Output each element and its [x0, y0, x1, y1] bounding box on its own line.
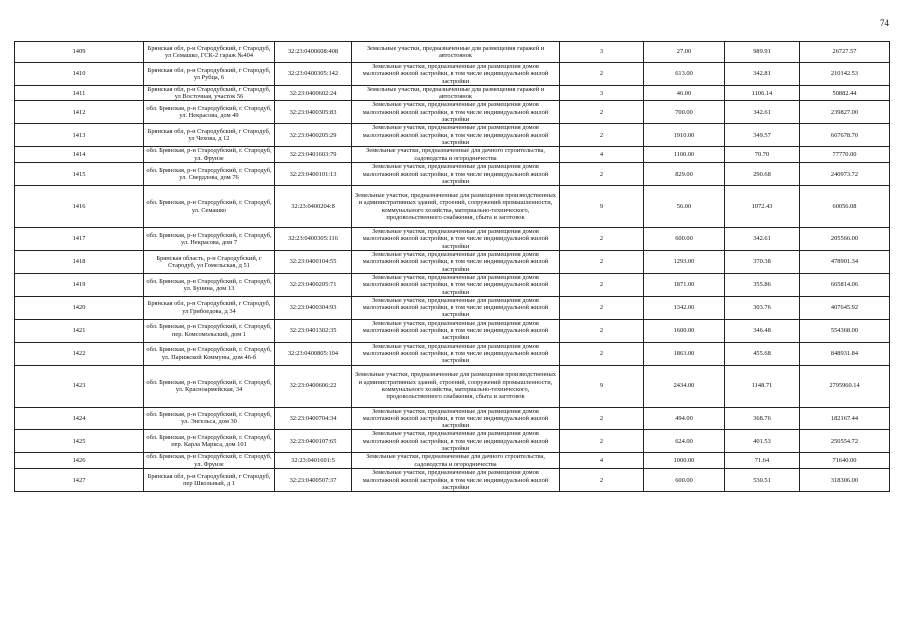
group-cell: 2	[560, 407, 644, 430]
specific-value-cell: 71.64	[725, 453, 800, 469]
land-use-cell: Земельные участки, предназначенные для дачного строительства, садоводства и огородничества	[352, 453, 560, 469]
land-use-cell: Земельные участки, предназначенные для размещения домов малоэтажной жилой застройки, в том числе индивидуальной жилой застройки	[352, 469, 560, 492]
cadastral-number-cell: 32:23:0400304:93	[275, 296, 352, 319]
cadastral-value-cell: 26727.57	[800, 42, 890, 63]
area-cell: 56.00	[644, 186, 725, 228]
group-cell: 2	[560, 273, 644, 296]
specific-value-cell: 355.86	[725, 273, 800, 296]
cadastral-number-cell: 32:23:0400205:71	[275, 273, 352, 296]
address-cell: Брянская обл, р-н Стародубский, г Стародуб, ул Чехова, д 12	[144, 124, 275, 147]
cadastral-value-table	[14, 41, 890, 492]
table-row	[15, 228, 890, 251]
row-number: 1413	[15, 124, 144, 147]
specific-value-cell: 530.51	[725, 469, 800, 492]
land-use-cell: Земельные участки, предназначенные для размещения домов малоэтажной жилой застройки, в том числе индивидуальной жилой застройки	[352, 319, 560, 342]
row-number: 1419	[15, 273, 144, 296]
specific-value-cell: 1148.71	[725, 365, 800, 407]
specific-value-cell: 342.61	[725, 228, 800, 251]
cadastral-number-cell: 32:23:0401603:79	[275, 147, 352, 163]
specific-value-cell: 342.81	[725, 63, 800, 86]
area-cell: 494.00	[644, 407, 725, 430]
group-cell: 2	[560, 430, 644, 453]
cadastral-value-cell: 554368.00	[800, 319, 890, 342]
specific-value-cell: 303.76	[725, 296, 800, 319]
table-row	[15, 453, 890, 469]
table-row	[15, 430, 890, 453]
row-number: 1424	[15, 407, 144, 430]
cadastral-value-cell: 240973.72	[800, 163, 890, 186]
table-row	[15, 251, 890, 274]
area-cell: 829.00	[644, 163, 725, 186]
row-number: 1421	[15, 319, 144, 342]
table-row	[15, 85, 890, 101]
land-use-cell: Земельные участки, предназначенные для размещения домов малоэтажной жилой застройки, в том числе индивидуальной жилой застройки	[352, 63, 560, 86]
cadastral-value-cell: 478901.34	[800, 251, 890, 274]
row-number: 1420	[15, 296, 144, 319]
table-row	[15, 296, 890, 319]
area-cell: 1342.00	[644, 296, 725, 319]
group-cell: 4	[560, 453, 644, 469]
group-cell: 2	[560, 124, 644, 147]
address-cell: обл. Брянская, р-н Стародубский, г. Стародуб, ул. Бунина, дом 13	[144, 273, 275, 296]
group-cell: 2	[560, 319, 644, 342]
table-row	[15, 273, 890, 296]
cadastral-number-cell: 32:23:0400602:24	[275, 85, 352, 101]
cadastral-value-cell: 2795960.14	[800, 365, 890, 407]
group-cell: 2	[560, 63, 644, 86]
cadastral-value-cell: 250554.72	[800, 430, 890, 453]
row-number: 1415	[15, 163, 144, 186]
cadastral-value-cell: 239827.00	[800, 101, 890, 124]
group-cell: 2	[560, 228, 644, 251]
area-cell: 1293.00	[644, 251, 725, 274]
area-cell: 2434.00	[644, 365, 725, 407]
row-number: 1418	[15, 251, 144, 274]
address-cell: Брянская обл, р-н Стародубский, г Стародуб, ул Рубца, 6	[144, 63, 275, 86]
address-cell: обл. Брянская, р-н Стародубский, г. Стародуб, ул. Некрасова, дом 49	[144, 101, 275, 124]
row-number: 1417	[15, 228, 144, 251]
specific-value-cell: 1072.43	[725, 186, 800, 228]
cadastral-number-cell: 32:23:0400606:22	[275, 365, 352, 407]
row-number: 1410	[15, 63, 144, 86]
group-cell: 9	[560, 365, 644, 407]
row-number: 1427	[15, 469, 144, 492]
address-cell: обл. Брянская, р-н Стародубский, г. Стародуб, ул. Некрасова, дом 7	[144, 228, 275, 251]
row-number: 1409	[15, 42, 144, 63]
row-number: 1411	[15, 85, 144, 101]
cadastral-value-cell: 50882.44	[800, 85, 890, 101]
group-cell: 2	[560, 251, 644, 274]
row-number: 1425	[15, 430, 144, 453]
row-number: 1414	[15, 147, 144, 163]
specific-value-cell: 455.68	[725, 342, 800, 365]
group-cell: 2	[560, 296, 644, 319]
specific-value-cell: 368.76	[725, 407, 800, 430]
cadastral-number-cell: 32:23:0400305:142	[275, 63, 352, 86]
land-use-cell: Земельные участки, предназначенные для размещения домов малоэтажной жилой застройки, в том числе индивидуальной жилой застройки	[352, 430, 560, 453]
land-use-cell: Земельные участки, предназначенные для размещения домов малоэтажной жилой застройки, в том числе индивидуальной жилой застройки	[352, 273, 560, 296]
address-cell: обл. Брянская, р-н Стародубский, г. Стародуб, ул. Красноармейская, 34	[144, 365, 275, 407]
land-use-cell: Земельные участки, предназначенные для размещения домов малоэтажной жилой застройки, в том числе индивидуальной жилой застройки	[352, 407, 560, 430]
group-cell: 2	[560, 101, 644, 124]
area-cell: 1863.00	[644, 342, 725, 365]
cadastral-number-cell: 32:23:0401302:35	[275, 319, 352, 342]
table-row	[15, 365, 890, 407]
area-cell: 27.00	[644, 42, 725, 63]
address-cell: Брянская область, р-н Стародубский, г Стародуб, ул Гомельская, д 51	[144, 251, 275, 274]
row-number: 1426	[15, 453, 144, 469]
cadastral-value-cell: 848931.84	[800, 342, 890, 365]
group-cell: 4	[560, 147, 644, 163]
cadastral-value-cell: 210142.53	[800, 63, 890, 86]
specific-value-cell: 342.61	[725, 101, 800, 124]
land-use-cell: Земельные участки, предназначенные для размещения производственных и административных зданий, строений, сооружений промышленности, коммунального хозяйства, материально-технического, продовольственного снабжения, сбыта и заготовок	[352, 186, 560, 228]
table-row	[15, 124, 890, 147]
cadastral-value-cell: 318306.00	[800, 469, 890, 492]
address-cell: Брянская обл, р-н Стародубский, г Стародуб, ул Семашко, ГСК-2 гараж №404	[144, 42, 275, 63]
table-row	[15, 319, 890, 342]
area-cell: 1100.00	[644, 147, 725, 163]
table-row	[15, 63, 890, 86]
table-row	[15, 469, 890, 492]
table-row	[15, 342, 890, 365]
row-number: 1423	[15, 365, 144, 407]
area-cell: 1910.00	[644, 124, 725, 147]
area-cell: 1871.00	[644, 273, 725, 296]
group-cell: 3	[560, 85, 644, 101]
land-use-cell: Земельные участки, предназначенные для размещения домов малоэтажной жилой застройки, в том числе индивидуальной жилой застройки	[352, 124, 560, 147]
table-body	[15, 42, 890, 492]
land-use-cell: Земельные участки, предназначенные для размещения производственных и административных зданий, строений, сооружений промышленности, коммунального хозяйства, материально-технического, продовольственного снабжения, сбыта и заготовок	[352, 365, 560, 407]
land-use-cell: Земельные участки, предназначенные для размещения домов малоэтажной жилой застройки, в том числе индивидуальной жилой застройки	[352, 296, 560, 319]
area-cell: 600.00	[644, 228, 725, 251]
specific-value-cell: 370.38	[725, 251, 800, 274]
cadastral-number-cell: 32:23:0400805:104	[275, 342, 352, 365]
specific-value-cell: 349.57	[725, 124, 800, 147]
row-number: 1416	[15, 186, 144, 228]
address-cell: Брянская обл, р-н Стародубский, г Стародуб, пер Школьный, д 1	[144, 469, 275, 492]
page-number: 74	[880, 18, 889, 28]
specific-value-cell: 401.53	[725, 430, 800, 453]
land-use-cell: Земельные участки, предназначенные для размещения домов малоэтажной жилой застройки, в том числе индивидуальной жилой застройки	[352, 251, 560, 274]
address-cell: обл. Брянская, р-н Стародубский, г. Стародуб, ул. Парижской Коммуны, дом 46-б	[144, 342, 275, 365]
address-cell: обл. Брянская, р-н Стародубский, г. Стародуб, пер. Карла Маркса, дом 101	[144, 430, 275, 453]
area-cell: 1000.00	[644, 453, 725, 469]
group-cell: 3	[560, 42, 644, 63]
group-cell: 2	[560, 469, 644, 492]
cadastral-value-cell: 407645.92	[800, 296, 890, 319]
cadastral-number-cell: 32:23:0401601:5	[275, 453, 352, 469]
cadastral-value-cell: 60056.08	[800, 186, 890, 228]
specific-value-cell: 346.48	[725, 319, 800, 342]
cadastral-number-cell: 32:23:0400507:37	[275, 469, 352, 492]
cadastral-number-cell: 32:23:0400204:8	[275, 186, 352, 228]
cadastral-value-cell: 205566.00	[800, 228, 890, 251]
cadastral-number-cell: 32:23:0400704:34	[275, 407, 352, 430]
specific-value-cell: 989.91	[725, 42, 800, 63]
address-cell: обл. Брянская, р-н Стародубский, г. Стародуб, ул. Фрунзе	[144, 147, 275, 163]
specific-value-cell: 70.70	[725, 147, 800, 163]
area-cell: 613.00	[644, 63, 725, 86]
address-cell: обл. Брянская, р-н Стародубский, г. Стародуб, ул. Энгельса, дом 30	[144, 407, 275, 430]
cadastral-number-cell: 32:23:0400608:408	[275, 42, 352, 63]
land-use-cell: Земельные участки, предназначенные для размещения гаражей и автостоянок	[352, 42, 560, 63]
address-cell: обл. Брянская, р-н Стародубский, г. Стародуб, ул. Фрунзе	[144, 453, 275, 469]
cadastral-number-cell: 32:23:0400104:55	[275, 251, 352, 274]
cadastral-value-cell: 71640.00	[800, 453, 890, 469]
address-cell: Брянская обл, р-н Стародубский, г Стародуб, ул Грибоедова, д 34	[144, 296, 275, 319]
address-cell: Брянская обл, р-н Стародубский, г Стародуб, ул Восточная, участок 56	[144, 85, 275, 101]
cadastral-number-cell: 32:23:0400205:29	[275, 124, 352, 147]
area-cell: 700.00	[644, 101, 725, 124]
group-cell: 9	[560, 186, 644, 228]
group-cell: 2	[560, 163, 644, 186]
area-cell: 1600.00	[644, 319, 725, 342]
address-cell: обл. Брянская, р-н Стародубский, г. Стародуб, ул. Свердлова, дом 76	[144, 163, 275, 186]
specific-value-cell: 290.68	[725, 163, 800, 186]
address-cell: обл. Брянская, р-н Стародубский, г. Стародуб, пер. Комсомольский, дом 1	[144, 319, 275, 342]
group-cell: 2	[560, 342, 644, 365]
address-cell: обл. Брянская, р-н Стародубский, г. Стародуб, ул. Семашко	[144, 186, 275, 228]
area-cell: 46.00	[644, 85, 725, 101]
specific-value-cell: 1106.14	[725, 85, 800, 101]
cadastral-number-cell: 32:23:0400101:13	[275, 163, 352, 186]
table-row	[15, 147, 890, 163]
area-cell: 624.00	[644, 430, 725, 453]
table-row	[15, 186, 890, 228]
row-number: 1412	[15, 101, 144, 124]
land-use-cell: Земельные участки, предназначенные для размещения гаражей и автостоянок	[352, 85, 560, 101]
cadastral-number-cell: 32:23:0400305:116	[275, 228, 352, 251]
cadastral-value-cell: 77770.00	[800, 147, 890, 163]
land-use-cell: Земельные участки, предназначенные для размещения домов малоэтажной жилой застройки, в том числе индивидуальной жилой застройки	[352, 101, 560, 124]
land-use-cell: Земельные участки, предназначенные для дачного строительства, садоводства и огородничества	[352, 147, 560, 163]
table-row	[15, 163, 890, 186]
cadastral-value-cell: 665814.06	[800, 273, 890, 296]
area-cell: 600.00	[644, 469, 725, 492]
land-use-cell: Земельные участки, предназначенные для размещения домов малоэтажной жилой застройки, в том числе индивидуальной жилой застройки	[352, 342, 560, 365]
land-use-cell: Земельные участки, предназначенные для размещения домов малоэтажной жилой застройки, в том числе индивидуальной жилой застройки	[352, 228, 560, 251]
cadastral-value-cell: 182167.44	[800, 407, 890, 430]
cadastral-value-cell: 667678.70	[800, 124, 890, 147]
row-number: 1422	[15, 342, 144, 365]
table-row	[15, 407, 890, 430]
land-use-cell: Земельные участки, предназначенные для размещения домов малоэтажной жилой застройки, в том числе индивидуальной жилой застройки	[352, 163, 560, 186]
cadastral-number-cell: 32:23:0400305:83	[275, 101, 352, 124]
table-row	[15, 101, 890, 124]
cadastral-number-cell: 32:23:0400107:65	[275, 430, 352, 453]
table-row	[15, 42, 890, 63]
